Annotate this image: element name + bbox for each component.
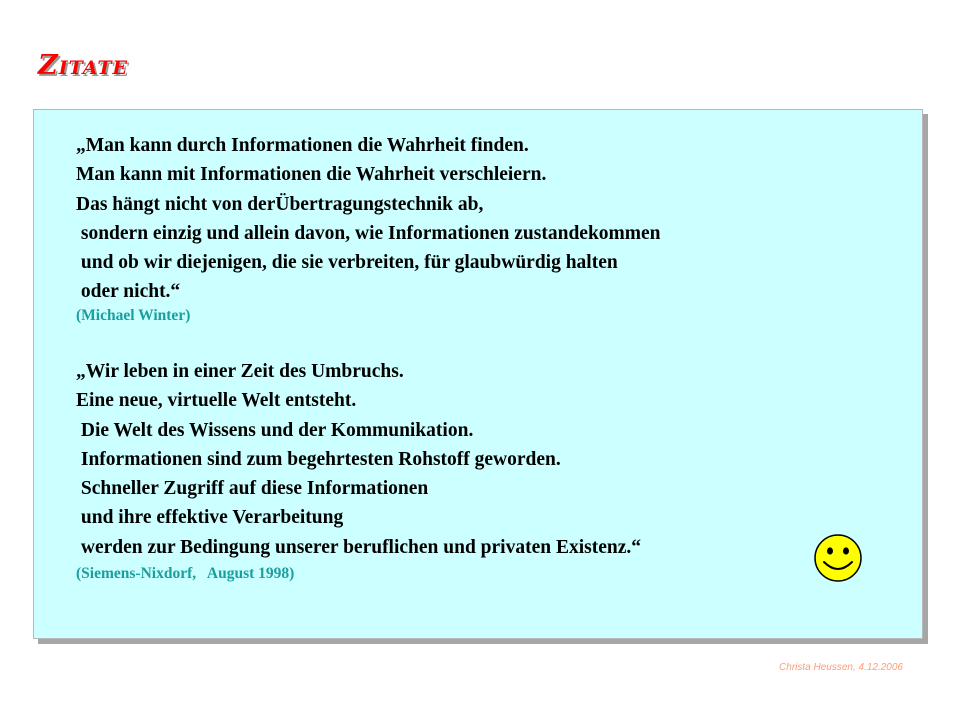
smiley-face-icon bbox=[813, 533, 863, 583]
quote-line: sondern einzig und allein davon, wie Informationen zustandekommen bbox=[76, 222, 661, 244]
quote-line: „Wir leben in einer Zeit des Umbruchs. bbox=[76, 361, 404, 382]
quote-line: Eine neue, virtuelle Welt entsteht. bbox=[76, 390, 357, 412]
quote-line: Das hängt nicht von derÜbertragungstechnik ab, bbox=[76, 193, 484, 215]
slide-title: Zitate bbox=[38, 50, 129, 81]
quote-line: „Man kann durch Informationen die Wahrheit finden. bbox=[76, 135, 529, 156]
quote-winter bbox=[76, 131, 661, 307]
footer-author-date: Christa Heussen, 4.12.2006 bbox=[779, 662, 903, 673]
quote-line: und ihre effektive Verarbeitung bbox=[76, 507, 344, 529]
quote-line: Die Welt des Wissens und der Kommunikation. bbox=[76, 419, 474, 441]
quote-box bbox=[33, 109, 923, 639]
quote-siemens bbox=[76, 357, 641, 562]
quote-source-siemens: (Siemens-Nixdorf, August 1998) bbox=[76, 565, 295, 582]
quote-line: und ob wir diejenigen, die sie verbreiten, für glaubwürdig halten bbox=[76, 252, 618, 274]
quote-line: Schneller Zugriff auf diese Informationen bbox=[76, 478, 429, 500]
quote-line: Informationen sind zum begehrtesten Rohstoff geworden. bbox=[76, 448, 561, 470]
quote-line: oder nicht.“ bbox=[76, 281, 181, 303]
quote-source-winter: (Michael Winter) bbox=[76, 307, 191, 324]
quote-line: werden zur Bedingung unserer beruflichen und privaten Existenz.“ bbox=[76, 536, 642, 558]
quote-line: Man kann mit Informationen die Wahrheit verschleiern. bbox=[76, 164, 547, 186]
